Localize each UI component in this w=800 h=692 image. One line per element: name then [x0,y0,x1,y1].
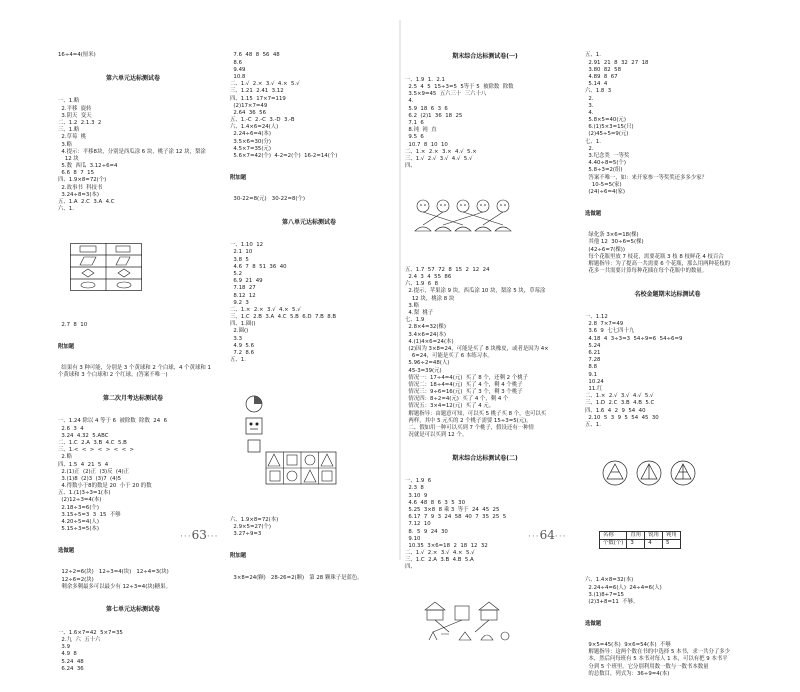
answer-line: 5.6×7=42(个) 4-2=2(个) 16-2=14(个) [230,153,338,160]
answer-line: 2.圈() [230,328,249,335]
answer-block [405,478,565,571]
answer-line: 5.8÷3=2(组) [585,167,623,174]
answer-line: 4.6 48 8 6 3 5 30 [405,499,465,506]
answer-line: 剩余多剩最多可以最少有 12÷3=4(块)糖果。 [58,583,171,590]
answer-line: 2. [585,145,594,152]
answer-line: 3.纪念类 一等奖 [585,153,630,160]
text-line: 2.7 8 10 [58,322,88,329]
answer-line: 情况二：18÷4=4(元) 买了 4 个，剩 4 个桃子 [405,381,523,388]
answer-line: 8.8 [585,364,597,371]
answer-line: 的总数目，列式为：36÷9=4(本) [585,670,670,677]
answer-line: 其他 12 30÷6=5(棵) [585,239,644,246]
shapes-figure [70,229,208,306]
answer-line: 3. [585,102,594,109]
page-number-ornament: ··· [554,532,567,542]
answer-line: 11.红 [585,385,603,392]
answer-line: 8.12 12 [230,292,256,299]
answer-line: 二、1.C 2.A 3.B 4.C 5.B [58,439,127,446]
answer-line: 2.18÷3=6(个) [58,504,99,511]
houses-figure [419,586,565,659]
answer-line: 2.24÷4=6(人) 24÷4=6(人) [585,584,662,591]
answer-line: 4.9 5.6 [230,342,254,349]
answer-line: 二、假如用一种可以买到 7 个桃子，假设还有一种情 [405,425,534,431]
right-page [405,38,750,677]
answer-line: 12÷2=6(块) 12÷3=4(块) 12÷4=3(块) [58,569,169,576]
answer-line: 六、1.4×6=24(人) [230,124,279,131]
answer-line: 3.9 [58,644,70,651]
answer-line: (2)12÷3=4(本) [58,497,102,504]
answer-line: 5.8×5=40(元) [585,117,626,124]
left-column-1 [58,38,211,687]
answer-line: 六、1.4×8=32(本) [585,577,634,584]
answer-block [58,418,208,533]
answer-block [405,77,565,170]
answer-line: 四、1.6 4 2 9 54 40 [585,407,646,414]
answer-line: 8.6 [230,59,242,66]
answer-line: 四、 [405,564,416,571]
answer-line: 9.2 3 [230,299,249,306]
answer-line: 花多一共需要计算每种花插在每个花瓶中的数量。 [585,268,708,275]
answer-line: (24)÷6=4(家) [585,188,625,195]
answer-line: 2.提示，苹果涂 9 块，西瓜涂 10 块，梨涂 5 块，草莓涂 [405,288,546,295]
answer-block [405,267,565,440]
answer-line: 绿化条 3×6=18(棵) [585,232,639,239]
answer-line: 二、1.× 2.√ 3.√ 4.√ 5.√ [585,393,654,400]
answer-line: 7.18 27 [230,285,256,292]
answer-line: 解题指导：由题意可知，可以买 5 桃子买 8 个，也可以买 [405,410,547,417]
answer-line: 3.15÷5=3 3 15 不够 [58,511,121,518]
answer-line: 9.49 [230,66,246,73]
answer-line: 2.(1)正 (2)正 (3)反 (4)正 [58,468,129,475]
answer-line: 5.96÷2=48(人) [405,360,450,367]
answer-line: 2.91 21 8 32 27 18 [585,59,649,66]
answer-line: 七、1.9 [405,317,425,324]
answer-line: 一、1.略 [58,98,80,105]
answer-line: 3.24÷8=3(本) [58,191,99,198]
answer-line: 2.草莓 桃 [58,134,87,141]
answer-line: 个黄球和 3 个白球和 2 个红球。(答案不唯一) [58,372,168,379]
answer-line: 情况三：9÷6=16(元) 买了 3 个，剩 3 个桃子 [405,389,523,396]
answer-line: 3.27÷9=3 [230,531,262,538]
answer-line: 2.略 [58,454,72,461]
answer-line: 3.略 [58,141,72,148]
answer-line: 两样，其中 5 元买的 2 个桃子需要 15÷3=5(元)。 [405,417,532,424]
answer-block [230,517,388,539]
answer-line: 10.24 [585,378,604,385]
answer-line: 4.18 4 3÷3=3 54÷9=6 54÷6=9 [585,335,683,342]
answer-line: 五、1.(1)3÷3=1(本) [58,490,111,497]
answer-block [230,575,388,582]
section-title: 第二次月考达标测试卷 [102,395,163,402]
answer-line: 3.(1)8+7=15 [585,591,624,598]
answer-line: 8.钝 钝 直 [405,127,437,134]
answer-line: 4.5×7=35(元) [230,145,271,152]
answer-line: 7.1 6 [405,119,428,126]
answer-line: 解题指导：为了提高一共需要 6 个花瓶，那么用两种花枝的 [585,260,731,267]
answer-line: 4.得数小于8的数是 20 小于 20 的数 [58,483,152,490]
answer-line: 12 块，桃涂 8 块 [405,295,455,302]
answer-line: 7.6 48 8 56 48 [230,52,280,59]
answer-line: (42÷6=7(棵)) [585,246,625,253]
answer-line: 2.9×5=27(个) [230,524,271,531]
answer-line: 三、1.C 2.A 3.B 4.B 5.A [405,557,474,564]
answer-line: 3.80 82 58 [585,66,622,73]
answer-line: 6.9 21 49 [230,278,263,285]
page-number-right [528,528,566,542]
answer-line: (2)因为 3×8=24，可能是买了 8 块橡皮，或者是因为 4× [405,345,549,352]
answer-line: 四、 [405,163,416,170]
answer-line: 12÷6=2(块) [58,576,94,583]
answer-line: 5.25 3×8 8 乘 3 等于 24 45 25 [405,506,500,513]
answer-line: 五、1. [230,357,246,364]
right-column-1 [405,38,565,673]
xuanzuo-title: 选做题 [585,620,602,627]
angle-table [599,531,681,548]
page-fold [399,20,401,560]
answer-block [230,52,388,160]
answer-line: 3.阴天 变天 [58,112,95,119]
table-header-cell: 锐角 [645,532,663,540]
answer-line: 5.9 18 6 3 6 [405,105,448,112]
answer-line: 5.数 西瓜 3.12÷6=4 [58,163,118,170]
section-title: 第七单元达标测试卷 [105,606,160,614]
answer-line: 一、1.12 [585,314,608,321]
answer-block [58,365,211,379]
answer-line: 解题指导：这两个数在书的中选择 5 本书，求一共分了多少 [585,649,731,656]
answer-line: 10-5=5(家) [585,181,622,188]
page-number-ornament: ··· [206,532,219,542]
answer-line: 分到 5 个班里。它分别利用数一数与一数书本数量 [585,663,709,670]
answer-line: 5.2 [230,270,242,277]
section-title: 第八单元达标测试卷 [281,218,336,226]
answer-line: 2.8×4=32(棵) [405,324,446,331]
answer-line: 六、1.9×8=72(本) [230,517,279,524]
answer-line: 3.5×9=45 五六三十 三六十八 [405,91,487,98]
answer-line: 2.4 3 4 55 86 [405,274,452,281]
answer-line: 3×8=24(颗) 28-26=2(颗) 第 28 颗珠子是蓝色。 [230,574,363,581]
answer-line: 6.21 [585,350,601,357]
answer-line: 3.6 9 七七四十九 [585,328,635,335]
answer-line: 二、1.× 2.× 3.× 4.√ 5.× [405,148,477,155]
page-number-value: 64 [539,528,555,542]
answer-line: 况就是可以买到 12 个。 [405,432,468,439]
answer-line: 6.2 (2)1 36 18 25 [405,112,463,119]
answer-line: 9.1 [585,371,597,378]
answer-line: 二、1.2 2.1.3 2 [58,119,102,126]
page-number-ornament: ··· [528,532,540,542]
answer-line: 六、1. [58,206,74,213]
answer-line: 二、1.√ 2.× 3.√ 4.× 5.√ [405,550,475,557]
fujia-title: 附加题 [58,343,75,350]
answer-line: 3.24 4.32 5.ABC [58,432,109,439]
answer-line: (2)17×7=49 [230,102,268,109]
answer-line: 一、1.10 12 [230,242,264,249]
answer-line: 8. 5 9 24 30 [405,528,448,535]
left-page [58,38,388,672]
answer-line: 2.1 10 [230,249,253,256]
answer-line: 三、1.D 2.C 3.B 4.B 5.C [585,400,655,407]
answer-block [585,52,750,196]
answer-line: 一、1.6×7=42 5×7=35 [58,629,123,636]
answer-line: 2.九 六 五十六 [58,636,101,643]
section-title: 第六单元达标测试卷 [105,75,160,82]
answer-line: (2)3+8=11 不够。 [585,598,639,605]
answer-line: 五、1.A 2.C 3.A 4.C [58,199,115,206]
answer-block [585,314,750,429]
triangle-circles-figure [601,445,750,502]
answer-line: 三、1.21 2.41 3.12 [230,88,284,95]
table-cell: 4 [645,540,663,548]
answer-line: 四、1.9×8=72(个) [58,177,107,184]
answer-block [230,196,388,203]
answer-line: 3.3 [230,335,242,342]
table-header-cell: 名称 [600,532,627,540]
answer-line: 2.平移 旋转 [58,105,92,112]
answer-line: 4.89 8 67 [585,73,618,80]
answer-line: 七、1. [585,138,601,145]
table-row-label: 个数(个) [600,540,627,548]
page-number-ornament: ··· [180,532,192,542]
answer-line: 一、1.9 1. 2.1 [405,76,445,83]
answer-block [585,642,750,678]
answer-line: 2.6 3 4 [58,425,84,432]
answer-line: 五、1.-C 2.-C 3.-D 3.-B [230,117,295,124]
answer-line: 每个花瓶里放 7 枝花，需要花瓶 3 枝 8 枝鲜花 4 枝百合 [585,253,724,260]
answer-line: 3.10 9 [405,492,428,499]
answer-line: 四、1.5 4 21 5 4 [58,461,112,468]
answer-line: 4. [585,109,597,116]
answer-line: 六、1.8 3 [585,88,612,95]
answer-line: 12 块 [58,155,79,162]
answer-block [58,98,208,213]
right-column-2 [585,38,750,692]
answer-line: 一、1.24 除以 4 等于 6 被除数 除数 24 6 [58,418,168,425]
angle-table-wrap [599,517,750,563]
answer-line: 30-22=8(元) 30-22=8(个) [230,196,305,203]
answer-line: (2)45÷5=9(元) [585,131,629,138]
answer-line: 2.24÷6=4(本) [230,131,271,138]
section-title: 名校金题期末达标测试卷 [634,290,701,298]
page-number-value: 63 [191,528,207,542]
table-header-cell: 钝角 [662,532,680,540]
page-number-left [180,528,218,542]
table-cell: 5 [662,540,680,548]
left-column-2 [230,38,388,596]
answer-block [585,232,750,275]
answer-line: 二、1.× 2.× 3.√ 4.× 5.√ [230,306,301,313]
answer-line: 4.(1)4×6=24(本) [405,338,454,345]
answer-line: 5.15÷3=5(本) [58,526,99,533]
answer-line: 五、1. [585,421,601,428]
section-title: 期末综合达标测试卷(一) [452,53,518,61]
text-line: 16÷4=4(厘米) [58,52,96,59]
answer-line: 9.10 [405,535,421,542]
answer-line: 9×5=45(本) 9×6=54(本) 不够 [585,642,671,649]
answer-line: 45-3=39(元) [405,367,442,374]
answer-line: 7.28 [585,357,601,364]
table-row [600,540,681,548]
answer-line: 结果有 3 种可能，分别是 3 个黄球和 2 个白球，4 个黄球和 1 [58,365,211,372]
answer-line: 7.12 10 [405,521,431,528]
answer-line: 3.4×6=24(本) [405,331,446,338]
answer-line: 三、1.略 [58,127,80,134]
answer-line: 三、1.C 2.B 3.A 4.C 5.B 6.D 7.B 8.B [230,314,337,321]
answer-line: 5.24 48 [58,658,84,665]
answer-line: 2.64 36 56 [230,109,270,116]
answer-line: 五、1.7 57 72 8 15 2 12 24 [405,266,490,273]
answer-line: 情况五：3×4=12(元) 买了 4 元。 [405,403,495,410]
answer-line: 情况一：17÷4=4(元) 买了 8 个，还剩 2 个桃子 [405,374,528,381]
answer-line: 3.8 5 [230,256,249,263]
xuanzuo-title: 选做题 [58,547,75,554]
answer-line: 10.35 3×6=18 2 18 12 32 [405,542,488,549]
answer-line: 10.7 8 10 10 [405,141,448,148]
answer-line: 四、1.15 17×7=119 [230,95,286,102]
geometry-figure [240,380,388,501]
answer-line: 答案不唯一，如：来开家参一等奖奖还多多少家？ [585,174,708,181]
table-header-row [600,532,681,540]
answer-line: 五、1. [585,52,601,59]
answer-line: 4.提示：平移8块，分别是西瓜涂 6 块，桃子涂 12 块，梨涂 [58,148,206,155]
answer-line: 4.6 7 8 51 36 40 [230,263,287,270]
answer-line: 一、1.9 6 [405,478,432,485]
answer-block [585,577,750,606]
answer-line: 二、1.√ 2.× 3.√ 4.× 5.√ [230,81,300,88]
answer-line: 5.14 4 [585,81,608,88]
answer-line: 四、1.圈() [230,321,256,328]
answer-line: 7.2 8.6 [230,350,254,357]
section-title: 期末综合达标测试卷(二) [452,454,518,462]
answer-line: 2.10 5 3 9 5 54 45 30 [585,414,659,421]
answer-line: 10.8 [230,73,246,80]
fujia-title: 附加题 [230,174,247,181]
answer-line: 9.5 6 [405,134,424,141]
table-header-cell: 直角 [627,532,645,540]
answer-line: 6.(1)5×3=15(只) [585,124,634,131]
answer-line: 4.梨 桃子 [405,310,434,316]
answer-line: 本，然后问每班有 5 本书对每人 1 本，可以有把 9 本书平 [585,656,728,663]
answer-line: 6.24 36 [58,665,84,672]
fujia-title: 附加题 [230,553,247,559]
answer-line: 三、1.√ 2.√ 3.√ 4.√ 5.√ [405,155,473,162]
answer-line: 6.17 7 9 3 24 58 40 7 35 25 5 [405,514,507,521]
answer-line: 6=24，可能是买了 6 本练习本。 [405,353,493,360]
answer-line: 2. [585,95,594,102]
answer-line: 情况四：8÷2=4(元) 买了 4 个，剩 4 个 [405,396,509,403]
answer-line: 4.9 8 [58,651,77,658]
answer-line: 六、1.9 6 8 [405,281,439,288]
table-cell: 3 [627,540,645,548]
answer-line: 3.5×6=30(分) [230,138,271,145]
answer-line: 三、1.< < > < > < < > [58,447,135,454]
answer-block [230,242,388,364]
answer-block [58,630,208,673]
answer-line: 3.略 [405,302,419,309]
answer-line: 2.3 8 [405,485,424,492]
answer-line: 2.5 4 5 15÷3=5 5等于 5 被除数 除数 [405,84,514,90]
answer-line: 2.8 7×7=49 [585,321,624,328]
answer-line: 5.24 [585,342,601,349]
answer-line: 4. [405,98,417,105]
xuanzuo-title: 选做题 [585,210,602,217]
answer-block [58,569,208,591]
answer-line: 4.20÷5=4(人) [58,519,99,526]
answer-line: 6.6 8 7 15 [58,170,94,177]
answer-line: 3.(1)8 (2)3 (3)7 (4)5 [58,475,122,482]
answer-line: 4.40÷8=5(个) [585,160,626,167]
answer-line: 2.故事书 科技书 [58,184,103,191]
matching-figure [413,185,565,252]
